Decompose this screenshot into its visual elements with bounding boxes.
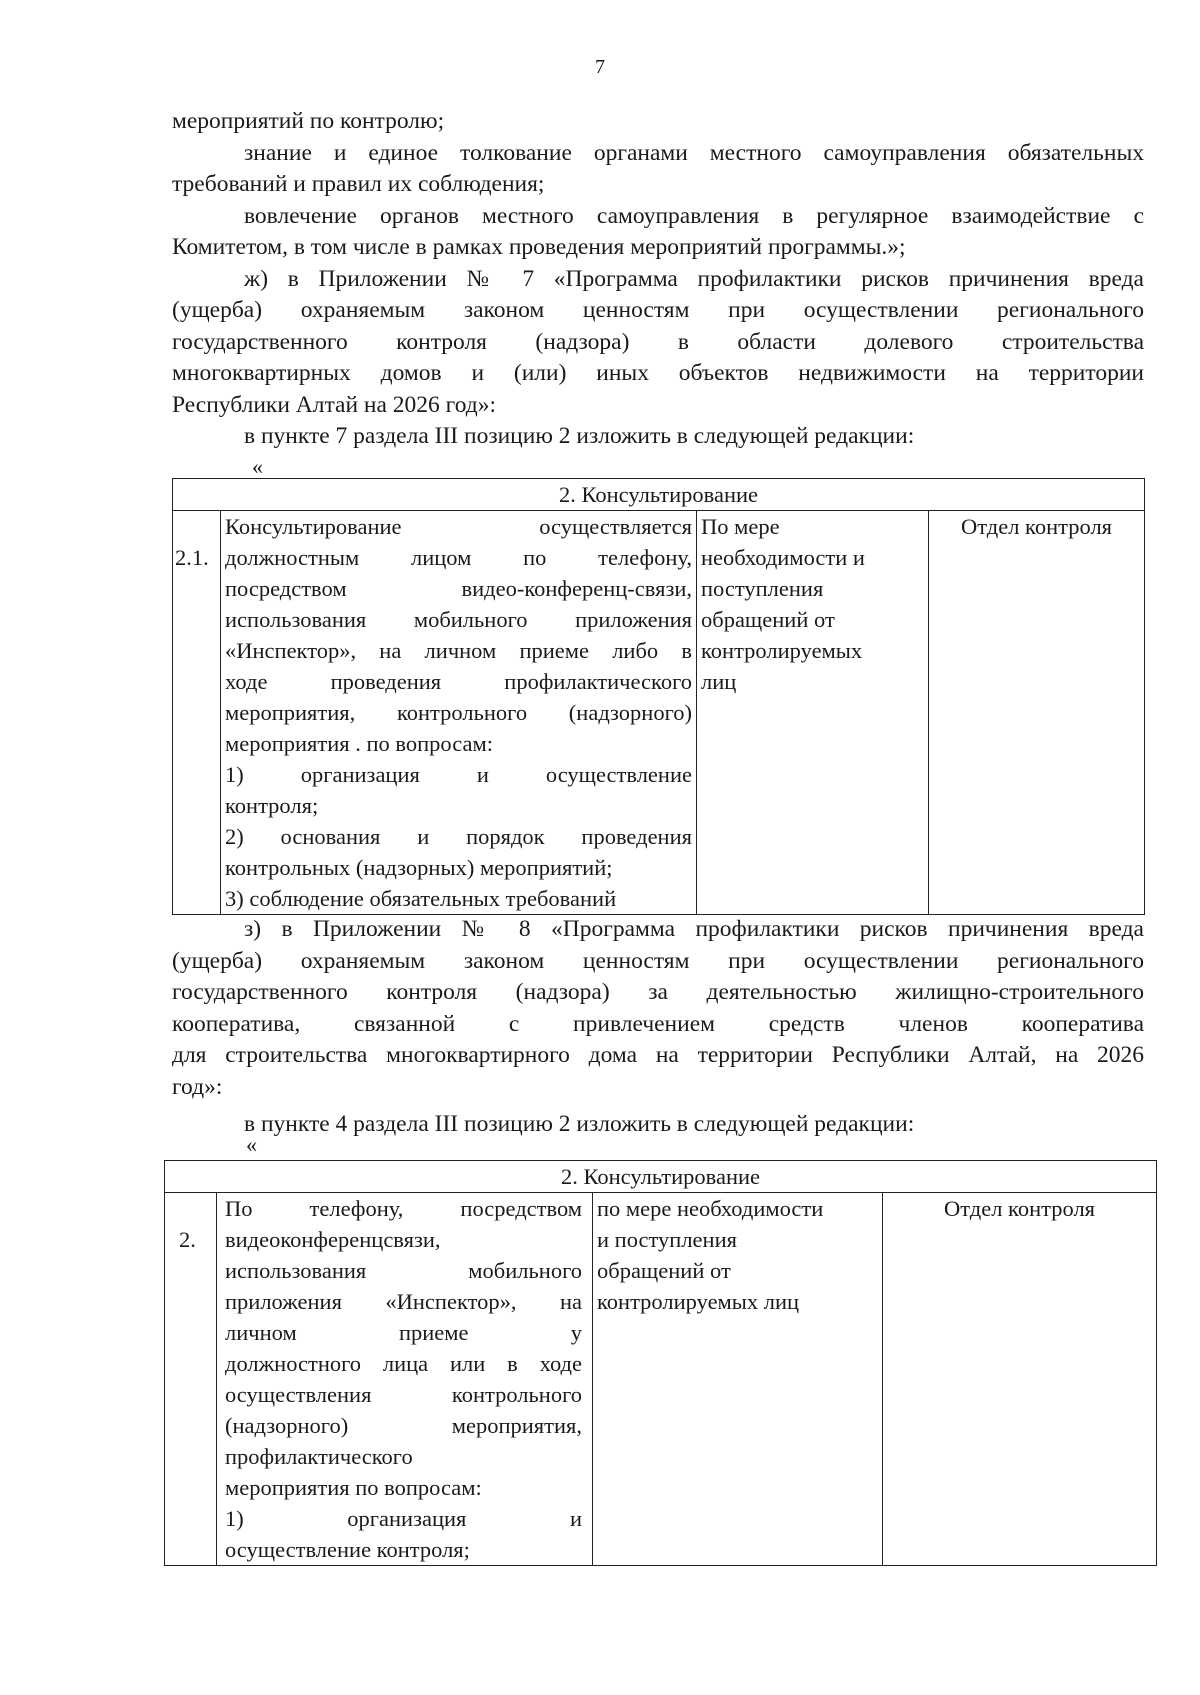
paragraph-line: кооператива, связанной с привлечением средств членов кооператива [172, 1010, 1144, 1037]
timing-line: обращений от [597, 1258, 731, 1283]
description-line: 3) соблюдение обязательных требований [225, 886, 617, 911]
description-cell [221, 511, 697, 915]
timing-cell [697, 511, 929, 915]
responsible-cell: Отдел контроля [883, 1193, 1157, 1566]
paragraph-line: Республики Алтай на 2026 год»: [172, 391, 497, 418]
description-line: личном приеме у [225, 1320, 582, 1345]
paragraph-line: многоквартирных домов и (или) иных объектов недвижимости на территории [172, 360, 1144, 386]
z-section-text [172, 914, 1144, 1141]
description-line: По телефону, посредством [225, 1196, 582, 1221]
description-line: использования мобильного приложения [225, 607, 692, 632]
description-line: контроля; [225, 793, 319, 818]
section-title: 2. Консультирование [165, 1161, 1157, 1193]
description-line: «Инспектор», на личном приеме либо в [225, 638, 692, 663]
timing-line: лиц [701, 669, 737, 694]
paragraph-line: мероприятий по контролю; [172, 108, 445, 134]
timing-line: По мере [701, 514, 780, 539]
timing-line: по мере необходимости [597, 1196, 824, 1221]
paragraph-line: з) в Приложении № 8 «Программа профилактики рисков причинения вреда [244, 916, 1144, 942]
timing-line: контролируемых лиц [597, 1289, 800, 1314]
timing-line: и поступления [597, 1227, 737, 1252]
paragraph-line: для строительства многоквартирного дома на территории Республики Алтай, на 2026 [172, 1042, 1144, 1068]
responsible-cell: Отдел контроля [929, 511, 1145, 915]
description-line: контрольных (надзорных) мероприятий; [225, 855, 613, 880]
description-line: должностным лицом по телефону, [225, 545, 692, 570]
paragraph-line: в пункте 4 раздела III позицию 2 изложить в следующей редакции: [244, 1111, 915, 1137]
description-cell [217, 1193, 593, 1566]
paragraph-line: требований и правил их соблюдения; [172, 171, 545, 197]
description-line: (надзорного) мероприятия, [225, 1413, 582, 1438]
description-line: Консультирование осуществляется [225, 514, 692, 539]
description-line: приложения «Инспектор», на [225, 1289, 582, 1314]
paragraph-line: ж) в Приложении № 7 «Программа профилактики рисков причинения вреда [244, 265, 1144, 292]
intro-text [172, 106, 1144, 453]
timing-cell [593, 1193, 883, 1566]
description-line: ходе проведения профилактического [225, 669, 692, 694]
paragraph-line: (ущерба) охраняемым законом ценностям при осуществлении регионального [172, 297, 1144, 323]
timing-line: поступления [701, 576, 824, 601]
paragraph-line: вовлечение органов местного самоуправления в регулярное взаимодействие с [244, 202, 1144, 229]
description-line: 1) организация и [225, 1506, 582, 1531]
section-title: 2. Консультирование [173, 479, 1145, 511]
table-consulting-2 [164, 1160, 1157, 1566]
paragraph-line: в пункте 7 раздела III позицию 2 изложить в следующей редакции: [244, 423, 915, 449]
table-consulting-1 [172, 478, 1145, 915]
paragraph-line: год»: [172, 1073, 223, 1100]
row-number: 2. [165, 1193, 217, 1566]
paragraph-line: (ущерба) охраняемым законом ценностям при осуществлении регионального [172, 947, 1144, 974]
description-line: использования мобильного [225, 1258, 582, 1283]
paragraph-line: государственного контроля (надзора) в области долевого строительства [172, 328, 1144, 355]
description-line: профилактического [225, 1444, 413, 1469]
description-line: осуществления контрольного [225, 1382, 582, 1407]
open-quote: « [246, 1132, 257, 1157]
description-line: мероприятия . по вопросам: [225, 731, 493, 756]
timing-line: необходимости и [701, 545, 865, 570]
description-line: мероприятия, контрольного (надзорного) [225, 700, 692, 725]
description-line: 1) организация и осуществление [225, 762, 692, 787]
description-line: должностного лица или в ходе [225, 1351, 582, 1376]
open-quote: « [252, 454, 263, 479]
paragraph-line: знание и единое толкование органами местного самоуправления обязательных [244, 139, 1144, 166]
description-line: видеоконференцсвязи, [225, 1227, 441, 1252]
timing-line: контролируемых [701, 638, 863, 663]
description-line: посредством видео-конференц-связи, [225, 576, 692, 601]
description-line: осуществление контроля; [225, 1537, 470, 1562]
description-line: 2) основания и порядок проведения [225, 824, 692, 849]
timing-line: обращений от [701, 607, 835, 632]
row-number: 2.1. [173, 511, 221, 915]
paragraph-line: государственного контроля (надзора) за деятельностью жилищно-строительного [172, 979, 1144, 1005]
page-number: 7 [595, 56, 605, 78]
description-line: мероприятия по вопросам: [225, 1475, 482, 1500]
paragraph-line: Комитетом, в том числе в рамках проведения мероприятий программы.»; [172, 234, 906, 260]
